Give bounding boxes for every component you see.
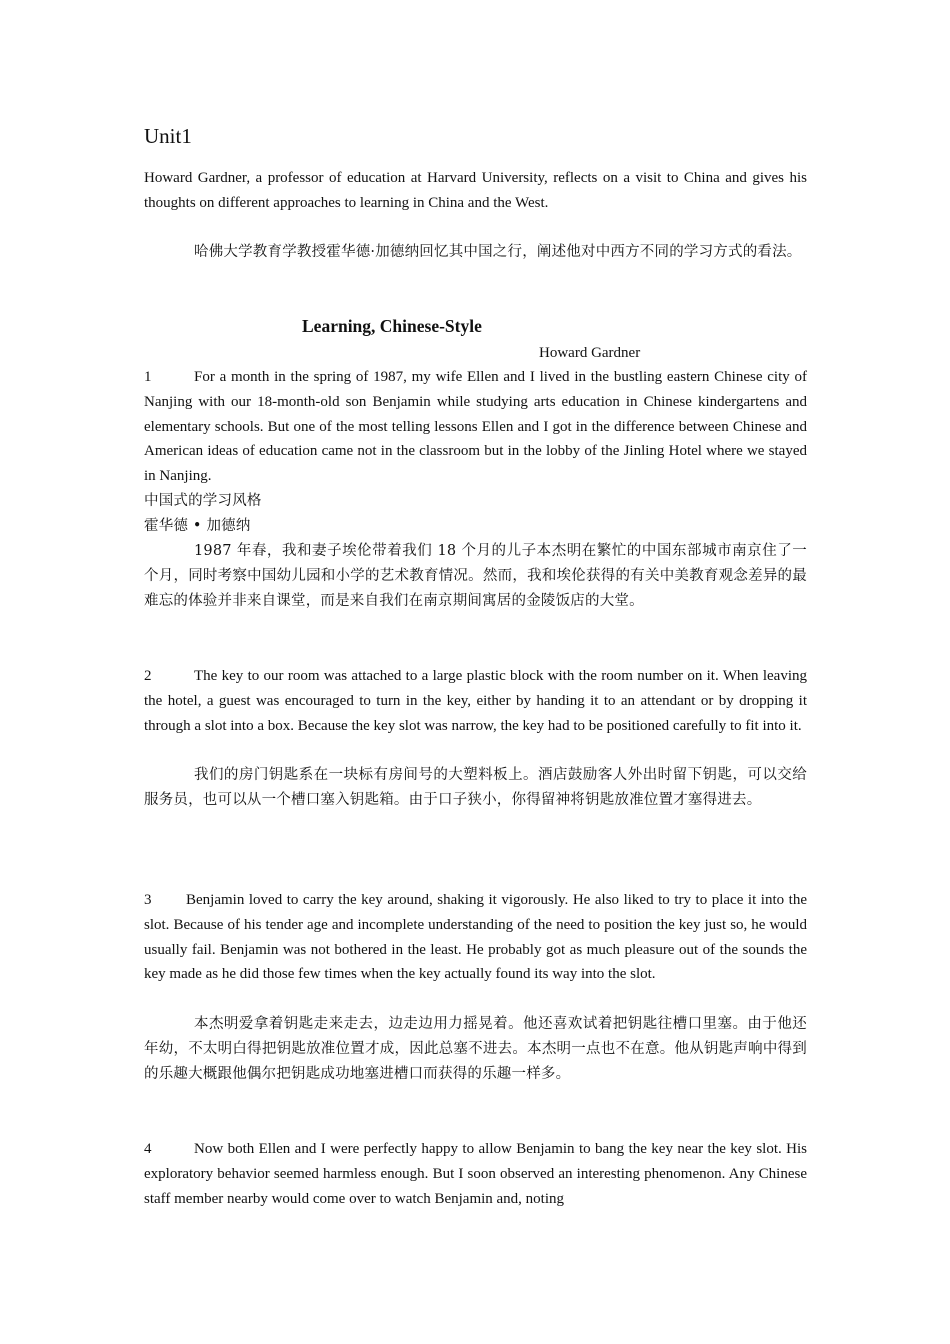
paragraph-4-english (144, 1137, 807, 1211)
unit-heading: Unit1 (144, 124, 192, 148)
intro-english: Howard Gardner, a professor of education at Harvard University, reflects on a visit to China and gives his thoughts on different approaches to learning in China and the West. (144, 170, 807, 211)
paragraph-2-english (144, 664, 807, 738)
article-author: Howard Gardner (539, 345, 641, 361)
paragraph-text: For a month in the spring of 1987, my wife Ellen and I lived in the bustling eastern Chinese city of Nanjing with our 18-month-old son Benjamin while studying arts education in Chinese kindergartens and elementary schools. But one of the most telling lessons Ellen and I got in the difference between Chinese and American ideas of education came not in the classroom but in the lobby of the Jinling Hotel where we stayed in Nanjing. (144, 369, 807, 485)
paragraph-text: Benjamin loved to carry the key around, shaking it vigorously. He also liked to try to place it into the slot. Because of his tender age and incomplete understanding of the need to position the key just so, he would usually fail. Benjamin was not bothered in the least. He probably got as much pleasure out of the sounds the key made as he did those few times when the key actually found its way into the slot. (144, 892, 807, 983)
paragraph-number: 4 (144, 1141, 152, 1157)
paragraph-3-chinese: 本杰明爱拿着钥匙走来走去，边走边用力摇晃着。他还喜欢试着把钥匙往槽口里塞。由于他还年幼，不太明白得把钥匙放准位置才成，因此总塞不进去。本杰明一点也不在意。他从钥匙声响中得到的乐趣大概跟他偶尔把钥匙成功地塞进槽口而获得的乐趣一样多。 (144, 1016, 807, 1082)
chinese-title: 中国式的学习风格 (144, 493, 262, 509)
paragraph-1-chinese: 1987 年春，我和妻子埃伦带着我们 18 个月的儿子本杰明在繁忙的中国东部城市南京住了一个月，同时考察中国幼儿园和小学的艺术教育情况。然而，我和埃伦获得的有关中美教育观念差异的最难忘的体验并非来自课堂，而是来自我们在南京期间寓居的金陵饭店的大堂。 (144, 543, 807, 609)
paragraph-number: 3 (144, 892, 152, 908)
paragraph-1-english (144, 365, 807, 489)
intro-chinese: 哈佛大学教育学教授霍华德·加德纳回忆其中国之行，阐述他对中西方不同的学习方式的看法。 (194, 244, 802, 260)
paragraph-text: Now both Ellen and I were perfectly happy to allow Benjamin to bang the key near the key slot. His exploratory behavior seemed harmless enough. But I soon observed an interesting phenomenon. Any Chinese staff member nearby would come over to watch Benjamin and, noting (144, 1141, 807, 1207)
article-title: Learning, Chinese-Style (302, 316, 482, 336)
paragraph-3-english (144, 888, 807, 987)
paragraph-number: 1 (144, 369, 152, 385)
paragraph-2-chinese: 我们的房门钥匙系在一块标有房间号的大塑料板上。酒店鼓励客人外出时留下钥匙，可以交给服务员，也可以从一个槽口塞入钥匙箱。由于口子狭小，你得留神将钥匙放准位置才塞得进去。 (144, 767, 807, 808)
chinese-author: 霍华德 • 加德纳 (144, 518, 251, 534)
paragraph-text: The key to our room was attached to a large plastic block with the room number on it. When leaving the hotel, a guest was encouraged to turn in the key, either by handing it to an attendant or by dropping it through a slot into a box. Because the key slot was narrow, the key had to be positioned carefully to fit into it. (144, 668, 807, 734)
paragraph-number: 2 (144, 668, 152, 684)
